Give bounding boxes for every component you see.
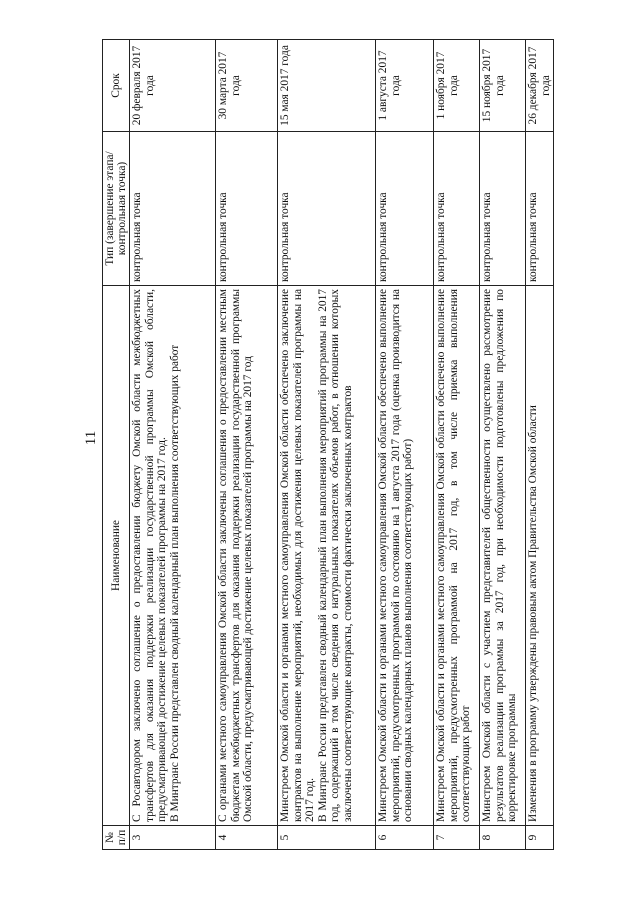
- row-name: [216, 286, 278, 826]
- row-type: контрольная точка: [480, 132, 526, 286]
- row-deadline: 30 марта 2017 года: [216, 40, 278, 132]
- row-name-line: Минстроем Омской области и органами местного самоуправления Омской области обеспечено выполнение мероприятий, предусмотренных программой по состоянию на 1 августа 2017 года (оценка производится на основании сводных календарных планов выполнения соответствующих работ): [377, 289, 415, 822]
- row-name-line: С органами местного самоуправления Омской области заключены соглашения о предоставлении местным бюджетам межбюджетных трансфертов для оказания поддержки реализации государственной программы Омской области, предусматривающей достижение целевых показателей программы на 2017 год: [217, 289, 255, 822]
- row-name-line: С Росавтодором заключено соглашение о предоставлении бюджету Омской области межбюджетных трансфертов для оказания поддержки реализации государственной программы Омской области, предусматривающей достижение целевых показателей программы на 2017 год.: [131, 289, 169, 822]
- row-type: контрольная точка: [130, 132, 216, 286]
- header-deadline: Срок: [103, 40, 130, 132]
- rotated-sheet: [80, 40, 565, 850]
- table-row: [278, 40, 376, 850]
- row-num: 6: [376, 826, 434, 850]
- row-deadline: 15 ноября 2017 года: [480, 40, 526, 132]
- row-num: 5: [278, 826, 376, 850]
- row-num: 7: [434, 826, 480, 850]
- header-type: Тип (завершение этапа/контрольная точка): [103, 132, 130, 286]
- row-num: 3: [130, 826, 216, 850]
- row-name-line: В Минтранс России представлен сводный календарный план выполнения мероприятий программы на 2017 год, содержащий в том числе сведения о натуральных показателях объемов работ, в отношении которых заключены соответствующие контракты, стоимости фактически заключенных контрактов: [316, 289, 354, 822]
- row-type: контрольная точка: [434, 132, 480, 286]
- row-type: контрольная точка: [376, 132, 434, 286]
- row-deadline: 1 ноября 2017 года: [434, 40, 480, 132]
- table-row: [434, 40, 480, 850]
- row-num: 9: [526, 826, 554, 850]
- row-type: контрольная точка: [278, 132, 376, 286]
- row-name: [278, 286, 376, 826]
- row-name-line: Изменения в программу утверждены правовым актом Правительства Омской области: [527, 405, 539, 822]
- row-deadline: 26 декабря 2017 года: [526, 40, 554, 132]
- header-num: № п/п: [103, 826, 130, 850]
- row-name: [130, 286, 216, 826]
- row-name: [526, 286, 554, 826]
- row-type: контрольная точка: [216, 132, 278, 286]
- plan-table: [102, 39, 554, 850]
- row-name: [434, 286, 480, 826]
- row-name-line: Минстроем Омской области и органами местного самоуправления Омской области обеспечено заключение контрактов на выполнение мероприятий, необходимых для достижения целевых показателей программы на 2017 год.: [279, 289, 317, 822]
- row-num: 4: [216, 826, 278, 850]
- row-name-line: Минстроем Омской области с участием представителей общественности осуществлено рассмотрение результатов реализации программы за 2017 год, при необходимости подготовлены предложения по корректировке программы: [481, 289, 519, 822]
- table-row: [130, 40, 216, 850]
- table-header-row: [103, 40, 130, 850]
- table-row: [480, 40, 526, 850]
- row-name-line: В Минтранс России представлен сводный календарный план выполнения соответствующих работ: [168, 344, 181, 822]
- row-name-line: Минстроем Омской области и органами местного самоуправления Омской области обеспечено выполнение мероприятий, предусмотренных программой на 2017 год, в том числе приемка выполнения соответствующих работ: [435, 289, 473, 822]
- row-num: 8: [480, 826, 526, 850]
- row-deadline: 15 мая 2017 года: [278, 40, 376, 132]
- row-deadline: 20 февраля 2017 года: [130, 40, 216, 132]
- header-name: Наименование: [103, 286, 130, 826]
- table-row: [376, 40, 434, 850]
- page-number: 11: [83, 430, 99, 446]
- table-row: [526, 40, 554, 850]
- row-name: [376, 286, 434, 826]
- table-row: [216, 40, 278, 850]
- row-deadline: 1 августа 2017 года: [376, 40, 434, 132]
- row-name: [480, 286, 526, 826]
- row-type: контрольная точка: [526, 132, 554, 286]
